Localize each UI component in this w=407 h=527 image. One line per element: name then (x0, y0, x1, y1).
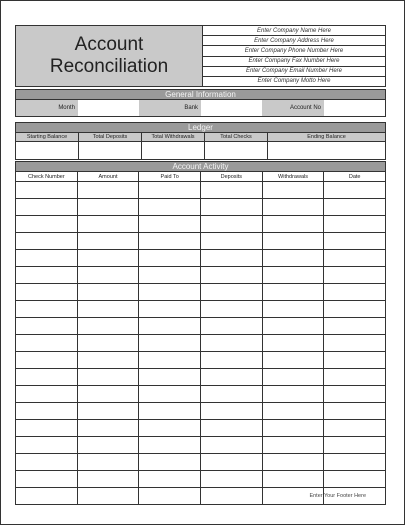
table-row (16, 233, 385, 250)
table-cell[interactable] (139, 267, 201, 283)
col-check-number: Check Number (16, 172, 78, 181)
company-address-field[interactable]: Enter Company Address Here (203, 36, 385, 46)
company-info-box (203, 26, 385, 86)
table-cell[interactable] (139, 454, 201, 470)
table-cell[interactable] (263, 267, 325, 283)
table-cell[interactable] (16, 301, 78, 317)
table-cell[interactable] (16, 199, 78, 215)
table-cell[interactable] (139, 284, 201, 300)
col-amount: Amount (78, 172, 140, 181)
table-cell[interactable] (201, 182, 263, 198)
table-row (16, 250, 385, 267)
table-cell[interactable] (324, 352, 385, 368)
table-cell[interactable] (78, 267, 140, 283)
table-cell[interactable] (324, 284, 385, 300)
table-cell[interactable] (78, 369, 140, 385)
company-fax-field[interactable]: Enter Company Fax Number Here (203, 57, 385, 67)
table-cell[interactable] (16, 335, 78, 351)
table-row (16, 352, 385, 369)
table-cell[interactable] (78, 471, 140, 487)
table-row (16, 267, 385, 284)
table-cell[interactable] (16, 318, 78, 334)
table-cell[interactable] (324, 369, 385, 385)
footer-text: Enter Your Footer Here (309, 493, 366, 499)
table-row (16, 301, 385, 318)
table-cell[interactable] (16, 369, 78, 385)
general-information-row (15, 100, 386, 117)
table-cell[interactable] (263, 199, 325, 215)
ending-balance-input[interactable] (268, 142, 385, 159)
title-box (16, 26, 203, 86)
table-cell[interactable] (78, 386, 140, 402)
table-cell[interactable] (78, 250, 140, 266)
table-cell[interactable] (78, 233, 140, 249)
col-paid-to: Paid To (139, 172, 201, 181)
account-no-input[interactable] (324, 100, 385, 116)
table-cell[interactable] (263, 403, 325, 419)
table-cell[interactable] (201, 369, 263, 385)
table-cell[interactable] (324, 318, 385, 334)
table-row (16, 386, 385, 403)
table-cell[interactable] (324, 471, 385, 487)
table-cell[interactable] (139, 182, 201, 198)
table-cell[interactable] (16, 216, 78, 232)
account-activity-bar: Account Activity (15, 161, 386, 172)
table-cell[interactable] (201, 352, 263, 368)
table-cell[interactable] (263, 437, 325, 453)
activity-header-row (16, 172, 385, 182)
ledger-bar: Ledger (15, 122, 386, 133)
col-deposits: Deposits (201, 172, 263, 181)
table-cell[interactable] (263, 335, 325, 351)
table-cell[interactable] (139, 352, 201, 368)
month-input[interactable] (78, 100, 139, 116)
ledger-col-starting (16, 133, 79, 159)
table-row (16, 454, 385, 471)
table-cell[interactable] (324, 267, 385, 283)
ledger-header-total-deposits: Total Deposits (79, 133, 141, 142)
table-cell[interactable] (201, 250, 263, 266)
table-cell[interactable] (139, 471, 201, 487)
table-cell[interactable] (139, 335, 201, 351)
table-cell[interactable] (201, 267, 263, 283)
table-cell[interactable] (139, 369, 201, 385)
table-cell[interactable] (78, 420, 140, 436)
col-withdrawals: Withdrawals (263, 172, 325, 181)
table-cell[interactable] (263, 182, 325, 198)
table-cell[interactable] (201, 420, 263, 436)
table-cell[interactable] (263, 471, 325, 487)
table-cell[interactable] (263, 369, 325, 385)
company-email-field[interactable]: Enter Company Email Number Here (203, 67, 385, 77)
table-cell[interactable] (16, 488, 78, 504)
ledger-header-ending-balance: Ending Balance (268, 133, 385, 142)
table-cell[interactable] (263, 301, 325, 317)
table-cell[interactable] (201, 471, 263, 487)
table-cell[interactable] (16, 454, 78, 470)
table-cell[interactable] (324, 182, 385, 198)
table-cell[interactable] (16, 471, 78, 487)
table-cell[interactable] (16, 420, 78, 436)
col-date: Date (324, 172, 385, 181)
table-cell[interactable] (78, 216, 140, 232)
table-cell[interactable] (201, 386, 263, 402)
table-cell[interactable] (324, 233, 385, 249)
table-cell[interactable] (139, 318, 201, 334)
company-motto-field[interactable]: Enter Company Motto Here (257, 78, 331, 85)
table-cell[interactable] (201, 199, 263, 215)
table-cell[interactable] (201, 318, 263, 334)
table-cell[interactable] (16, 250, 78, 266)
general-information-bar: General Information (15, 89, 386, 100)
table-cell[interactable] (78, 284, 140, 300)
form-header (15, 25, 386, 87)
table-cell[interactable] (16, 352, 78, 368)
table-cell[interactable] (139, 403, 201, 419)
table-cell[interactable] (263, 386, 325, 402)
table-cell[interactable] (139, 386, 201, 402)
table-cell[interactable] (139, 250, 201, 266)
table-cell[interactable] (16, 182, 78, 198)
table-cell[interactable] (139, 233, 201, 249)
table-cell[interactable] (201, 437, 263, 453)
table-cell[interactable] (263, 216, 325, 232)
table-cell[interactable] (324, 216, 385, 232)
table-cell[interactable] (139, 199, 201, 215)
ledger-table (15, 133, 386, 160)
table-cell[interactable] (139, 437, 201, 453)
table-cell[interactable] (201, 216, 263, 232)
bank-label: Bank (139, 100, 201, 116)
table-cell[interactable] (139, 488, 201, 504)
table-cell[interactable] (78, 182, 140, 198)
table-cell[interactable] (324, 454, 385, 470)
total-withdrawals-input[interactable] (142, 142, 204, 159)
table-cell[interactable] (16, 267, 78, 283)
table-row (16, 318, 385, 335)
company-phone-field[interactable]: Enter Company Phone Number Here (203, 46, 385, 56)
table-row (16, 369, 385, 386)
table-row (16, 216, 385, 233)
table-cell[interactable] (324, 199, 385, 215)
table-cell[interactable] (78, 352, 140, 368)
table-cell[interactable] (263, 454, 325, 470)
table-cell[interactable] (78, 488, 140, 504)
table-cell[interactable] (139, 420, 201, 436)
table-cell[interactable] (263, 352, 325, 368)
table-cell[interactable] (16, 403, 78, 419)
table-cell[interactable] (263, 233, 325, 249)
table-cell[interactable] (201, 335, 263, 351)
ledger-header-total-checks: Total Checks (205, 133, 267, 142)
table-cell[interactable] (78, 403, 140, 419)
table-cell[interactable] (78, 199, 140, 215)
table-cell[interactable] (263, 250, 325, 266)
table-cell[interactable] (324, 420, 385, 436)
table-cell[interactable] (78, 318, 140, 334)
month-label: Month (16, 100, 78, 116)
ledger-col-deposits (79, 133, 142, 159)
table-cell[interactable] (139, 301, 201, 317)
table-row (16, 182, 385, 199)
ledger-header-total-withdrawals: Total Withdrawals (142, 133, 204, 142)
table-row (16, 199, 385, 216)
table-row (16, 403, 385, 420)
table-cell[interactable] (78, 301, 140, 317)
table-cell[interactable] (324, 403, 385, 419)
table-cell[interactable] (324, 386, 385, 402)
table-cell[interactable] (16, 233, 78, 249)
form-title-line2: Reconciliation (49, 56, 169, 77)
table-row (16, 471, 385, 488)
table-row (16, 335, 385, 352)
account-activity-table (15, 172, 386, 505)
table-cell[interactable] (16, 437, 78, 453)
total-checks-input[interactable] (205, 142, 267, 159)
bank-input[interactable] (201, 100, 262, 116)
table-cell[interactable] (201, 454, 263, 470)
table-cell[interactable] (263, 284, 325, 300)
table-cell[interactable] (324, 301, 385, 317)
table-cell[interactable] (201, 403, 263, 419)
table-row (16, 420, 385, 437)
table-cell[interactable] (324, 437, 385, 453)
ledger-col-ending (268, 133, 385, 159)
table-cell[interactable] (16, 386, 78, 402)
table-cell[interactable] (201, 301, 263, 317)
form-title-line1: Account (74, 34, 144, 55)
table-cell[interactable] (263, 318, 325, 334)
account-no-label: Account No (262, 100, 324, 116)
table-cell[interactable] (16, 284, 78, 300)
company-name-field[interactable]: Enter Company Name Here (203, 26, 385, 36)
starting-balance-input[interactable] (16, 142, 78, 159)
table-cell[interactable] (201, 284, 263, 300)
total-deposits-input[interactable] (79, 142, 141, 159)
table-row (16, 284, 385, 301)
table-cell[interactable] (78, 437, 140, 453)
table-cell[interactable] (324, 335, 385, 351)
ledger-header-starting-balance: Starting Balance (16, 133, 78, 142)
table-cell[interactable] (139, 216, 201, 232)
table-row (16, 437, 385, 454)
table-cell[interactable] (201, 233, 263, 249)
table-cell[interactable] (201, 488, 263, 504)
ledger-col-withdrawals (142, 133, 205, 159)
table-cell[interactable] (324, 250, 385, 266)
table-cell[interactable] (263, 420, 325, 436)
table-cell[interactable] (78, 335, 140, 351)
table-cell[interactable] (78, 454, 140, 470)
ledger-col-checks (205, 133, 268, 159)
